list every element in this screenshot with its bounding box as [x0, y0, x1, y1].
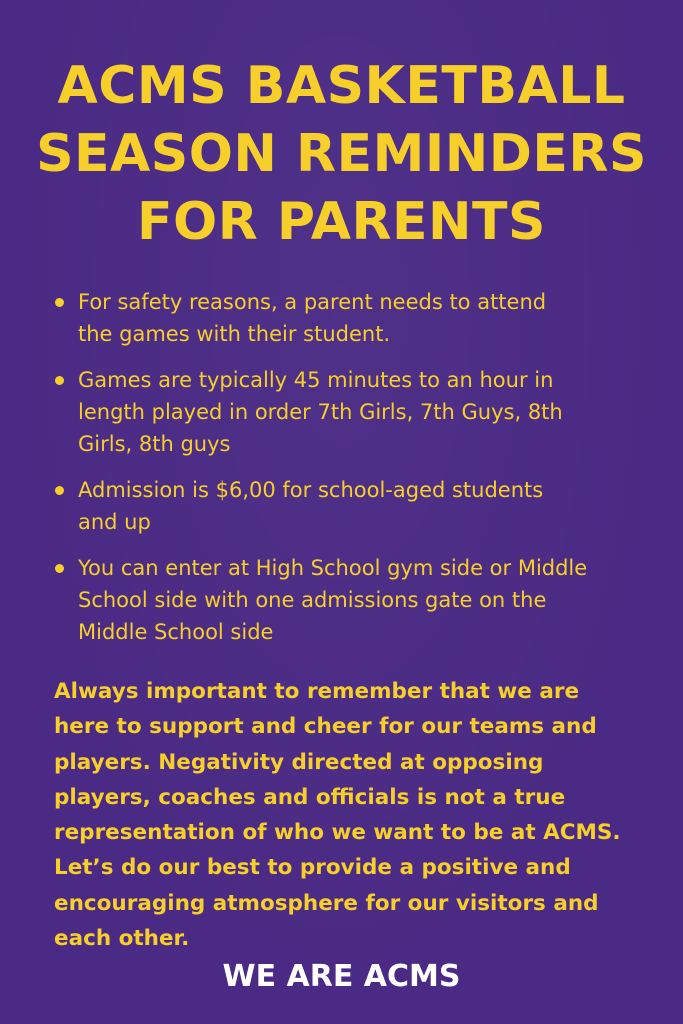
tagline: WE ARE ACMS — [222, 959, 461, 994]
title-line: SEASON REMINDERS — [36, 124, 647, 184]
reminder-text-line: Games are typically 45 minutes to an hour in — [78, 368, 554, 392]
reminder-text-line: and up — [78, 510, 151, 534]
message-line: here to support and cheer for our teams and — [54, 714, 597, 740]
message-line: Let’s do our best to provide a positive and — [54, 855, 571, 881]
message-line: players. Negativity directed at opposing — [54, 749, 544, 775]
page-title — [20, 52, 663, 256]
reminder-text-line: Admission is $6,00 for school-aged students — [78, 478, 544, 502]
reminder-text-line: Girls, 8th guys — [78, 432, 231, 456]
message-line: representation of who we want to be at ACMS. — [54, 820, 621, 846]
message-line: Always important to remember that we are — [54, 679, 580, 704]
reminder-text-line: School side with one admissions gate on the — [78, 588, 547, 612]
reminder-item — [52, 552, 652, 648]
reminder-list — [52, 286, 652, 662]
reminder-item — [52, 364, 652, 460]
reminder-text-line: the games with their student. — [78, 322, 391, 346]
bullet-dot-icon — [55, 486, 64, 495]
reminder-text-line: length played in order 7th Girls, 7th Guys, 8th — [78, 400, 563, 424]
reminder-item — [52, 474, 652, 538]
message-line: each other. — [54, 926, 190, 952]
bullet-dot-icon — [55, 564, 64, 573]
sportsmanship-message — [54, 674, 654, 956]
message-line: players, coaches and officials is not a true — [54, 784, 566, 810]
title-line: ACMS BASKETBALL — [57, 56, 626, 116]
reminder-text-line: You can enter at High School gym side or Middle — [78, 556, 588, 580]
bullet-dot-icon — [55, 376, 64, 385]
bullet-dot-icon — [55, 298, 64, 307]
reminder-text-line: For safety reasons, a parent needs to attend — [78, 290, 547, 314]
reminder-text-line: Middle School side — [78, 620, 274, 644]
title-line: FOR PARENTS — [137, 192, 546, 252]
reminder-item — [52, 286, 652, 350]
message-line: encouraging atmosphere for our visitors and — [54, 890, 599, 916]
